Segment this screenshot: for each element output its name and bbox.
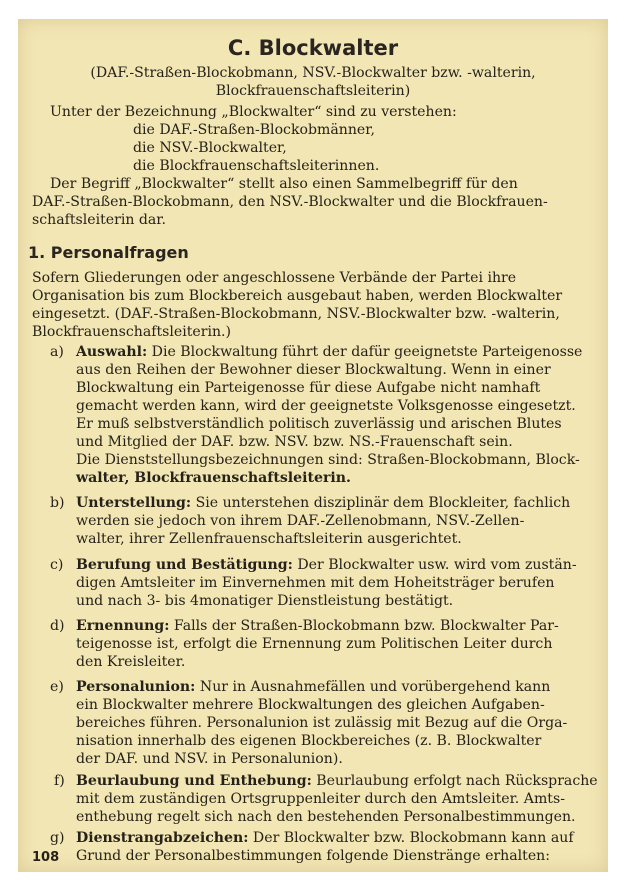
page-number: 108 xyxy=(32,850,60,865)
section-intro-line: Organisation bis zum Blockbereich ausgebaut haben, werden Blockwalter xyxy=(32,288,563,304)
intro-line: die Blockfrauenschaftsleiterinnen. xyxy=(133,158,380,174)
intro-line: Der Begriff „Blockwalter“ stellt also einen Sammelbegriff für den xyxy=(50,176,518,192)
section-heading: 1. Personalfragen xyxy=(28,243,189,262)
item-e-line: ein Blockwalter mehrere Blockwaltungen des gleichen Aufgaben- xyxy=(76,697,545,713)
item-a-line: gemacht werden kann, wird der geeignetste Volksgenosse eingesetzt. xyxy=(76,398,576,414)
item-label-f: f) xyxy=(54,773,65,789)
item-e-line: nisation innerhalb des eigenen Blockbereiches (z. B. Blockwalter xyxy=(76,733,542,749)
item-a-line: Blockwaltung ein Parteigenosse für diese Aufgabe nicht namhaft xyxy=(76,380,541,396)
item-f-line: enthebung regelt sich nach den bestehenden Personalbestimmungen. xyxy=(76,809,576,825)
book-page xyxy=(18,19,608,872)
chapter-title: C. Blockwalter xyxy=(227,36,399,60)
item-a-line: Die Dienststellungsbezeichnungen sind: Straßen-Blockobmann, Block- xyxy=(76,452,580,468)
item-f-line: mit dem zuständigen Ortsgruppenleiter durch den Amtsleiter. Amts- xyxy=(76,791,565,807)
intro-line: die DAF.-Straßen-Blockobmänner, xyxy=(133,122,375,138)
item-b-line: walter, ihrer Zellenfrauenschaftsleiterin ausgerichtet. xyxy=(76,531,462,547)
intro-line: die NSV.-Blockwalter, xyxy=(133,140,287,156)
item-a-line: aus den Reihen der Bewohner dieser Blockwaltung. Wenn in einer xyxy=(76,362,551,378)
item-f-line: Beurlaubung und Enthebung: Beurlaubung erfolgt nach Rücksprache xyxy=(76,773,598,789)
intro-line: DAF.-Straßen-Blockobmann, den NSV.-Blockwalter und die Blockfrauen- xyxy=(32,194,548,210)
item-a-line: Auswahl: Die Blockwaltung führt der dafür geeignetste Parteigenosse xyxy=(76,344,583,360)
subtitle-line: (DAF.-Straßen-Blockobmann, NSV.-Blockwalter bzw. -walterin, xyxy=(90,65,536,81)
intro-line: Unter der Bezeichnung „Blockwalter“ sind zu verstehen: xyxy=(50,104,457,120)
item-d-line: teigenosse ist, erfolgt die Ernennung zum Politischen Leiter durch xyxy=(76,636,553,652)
item-c-line: digen Amtsleiter im Einvernehmen mit dem Hoheitsträger berufen xyxy=(76,575,555,591)
item-a-line: walter, Blockfrauenschaftsleiterin. xyxy=(76,470,351,486)
item-label-g: g) xyxy=(50,830,65,846)
subtitle-line: Blockfrauenschaftsleiterin) xyxy=(215,83,411,99)
item-a-line: Er muß selbstverständlich politisch zuverlässig und arischen Blutes xyxy=(76,416,562,432)
item-g-line: Dienstrangabzeichen: Der Blockwalter bzw. Blockobmann kann auf xyxy=(76,830,574,846)
item-d-line: den Kreisleiter. xyxy=(76,654,186,670)
item-e-line: der DAF. und NSV. in Personalunion). xyxy=(76,751,343,767)
item-e-line: Personalunion: Nur in Ausnahmefällen und vorübergehend kann xyxy=(76,679,551,695)
item-a-line: und Mitglied der DAF. bzw. NSV. bzw. NS.-Frauenschaft sein. xyxy=(76,434,513,450)
item-d-line: Ernennung: Falls der Straßen-Blockobmann bzw. Blockwalter Par- xyxy=(76,618,559,634)
item-label-e: e) xyxy=(50,679,64,695)
section-intro-line: eingesetzt. (DAF.-Straßen-Blockobmann, NSV.-Blockwalter bzw. -walterin, xyxy=(32,306,560,322)
section-intro-line: Blockfrauenschaftsleiterin.) xyxy=(32,324,232,340)
item-b-line: Unterstellung: Sie unterstehen disziplinär dem Blockleiter, fachlich xyxy=(76,495,571,511)
item-e-line: bereiches führen. Personalunion ist zulässig mit Bezug auf die Orga- xyxy=(76,715,568,731)
intro-line: schaftsleiterin dar. xyxy=(32,212,166,228)
item-c-line: Berufung und Bestätigung: Der Blockwalter usw. wird vom zustän- xyxy=(76,557,577,573)
section-intro-line: Sofern Gliederungen oder angeschlossene Verbände der Partei ihre xyxy=(32,270,517,286)
item-g-line: Grund der Personalbestimmungen folgende Dienstränge erhalten: xyxy=(76,848,550,864)
item-label-d: d) xyxy=(50,618,65,634)
item-label-b: b) xyxy=(50,495,65,511)
item-b-line: werden sie jedoch von ihrem DAF.-Zellenobmann, NSV.-Zellen- xyxy=(76,513,525,529)
item-label-c: c) xyxy=(50,557,64,573)
item-c-line: und nach 3- bis 4monatiger Dienstleistung bestätigt. xyxy=(76,593,454,609)
item-label-a: a) xyxy=(50,344,64,360)
